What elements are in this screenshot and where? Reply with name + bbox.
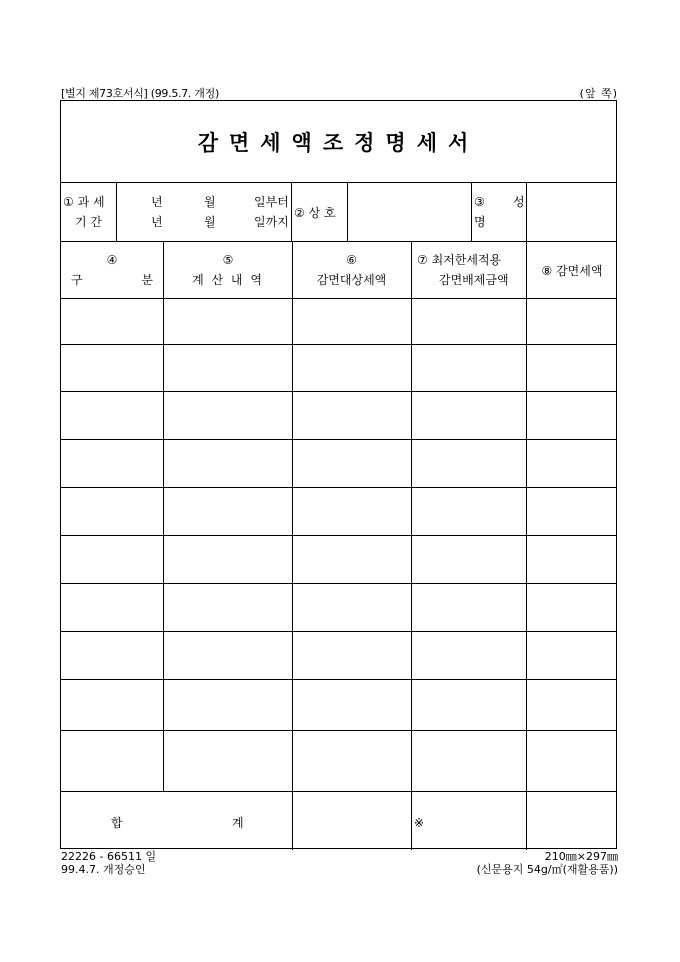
divider [291,183,292,241]
row-divider [61,439,616,440]
approval-note: 99.4.7. 개정승인 [61,863,146,876]
col8-header: ⑧ 감면세액 [541,264,603,278]
month-label: 월 [204,195,216,209]
period-label: ① 과 세 [63,195,105,209]
total-right: 계 [232,816,244,830]
year-label: 년 [151,215,163,229]
row-divider [61,487,616,488]
divider [471,183,472,241]
row-divider [61,631,616,632]
col-divider [526,241,527,850]
col5-number: ⑤ [222,253,234,267]
divider [61,241,616,242]
col-divider [163,241,164,791]
total-left: 합 [111,816,123,830]
col-divider [292,241,293,850]
form-label: [별지 제73호서식] (99.5.7. 개정) [61,87,219,100]
form-frame [60,100,617,849]
form-title: 감면세액조정명세서 [197,129,480,155]
row-divider [61,791,616,792]
year-label: 년 [151,195,163,209]
divider [116,183,117,241]
col4-header [71,274,153,286]
note-mark: ※ [414,816,425,830]
col-divider [411,241,412,850]
title-box [61,101,616,183]
name-label: 성 [513,195,525,209]
paper-type: (신문용지 54g/㎡(재활용품)) [476,863,618,876]
col7-header: 감면배제금액 [439,273,509,287]
company-label: ② 상 호 [294,206,336,220]
col4-left: 구 [71,273,83,287]
col4-right: 분 [141,273,153,287]
row-divider [61,391,616,392]
col4-number: ④ [106,253,118,267]
divider [526,183,527,241]
divider [347,183,348,241]
to-label: 일까지 [254,215,289,229]
name-number: ③ [474,195,485,209]
form-code: 22226 - 66511 일 [61,850,157,863]
name-label: 명 [474,215,486,229]
row-divider [61,344,616,345]
row-divider [61,730,616,731]
col6-number: ⑥ [346,253,357,267]
paper-size: 210㎜×297㎜ [544,850,618,863]
from-label: 일부터 [254,195,289,209]
period-label: 기 간 [75,215,102,229]
month-label: 월 [204,215,216,229]
side-label: (앞 쪽) [579,87,618,100]
divider [61,298,616,299]
row-divider [61,679,616,680]
col6-header: 감면대상세액 [316,273,387,287]
row-divider [61,535,616,536]
col5-header: 계 산 내 역 [192,273,264,287]
row-divider [61,583,616,584]
col7-header: ⑦ 최저한세적용 [417,253,502,267]
